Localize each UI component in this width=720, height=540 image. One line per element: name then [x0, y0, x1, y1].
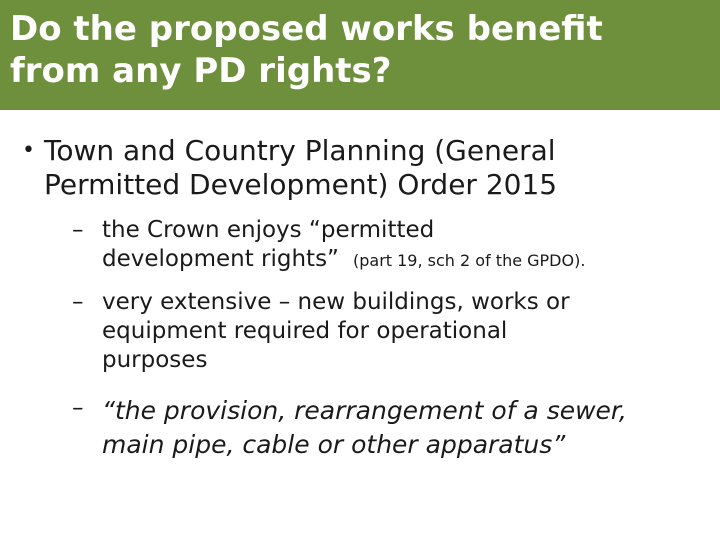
sub-bullet-dash: – — [72, 395, 84, 421]
pd-rights-text: development rights” — [102, 246, 339, 272]
sub-bullet-crown-line-1: the Crown enjoys “permitted — [102, 217, 435, 243]
sub-bullet-dash: – — [72, 217, 84, 243]
sub-bullet-crown — [72, 216, 585, 275]
sub-bullet-extensive-line-1: very extensive – new buildings, works or — [102, 289, 570, 315]
sub-bullet-quote-line-2: main pipe, cable or other apparatus” — [102, 430, 566, 459]
bullet-gpdo — [22, 134, 558, 202]
slide-title-line-2: from any PD rights? — [10, 51, 392, 91]
sub-bullet-extensive-line-3: purposes — [102, 347, 208, 373]
gpdo-reference: (part 19, sch 2 of the GPDO). — [352, 251, 586, 270]
title-bar — [0, 0, 720, 110]
sub-bullet-quote-line-1: “the provision, rearrangement of a sewer, — [102, 396, 627, 425]
sub-bullet-extensive-line-2: equipment required for operational — [102, 318, 508, 344]
sub-bullet-crown-line-2 — [72, 245, 585, 275]
bullet-marker: • — [22, 138, 35, 163]
sub-bullet-dash: – — [72, 289, 84, 315]
sub-bullet-quote — [72, 394, 627, 462]
slide-content — [0, 110, 720, 540]
sub-bullet-extensive — [72, 288, 570, 375]
slide-title-line-1: Do the proposed works benefit — [10, 9, 603, 49]
bullet-text-line-1: Town and Country Planning (General — [44, 134, 556, 167]
bullet-text-line-2: Permitted Development) Order 2015 — [44, 168, 558, 201]
